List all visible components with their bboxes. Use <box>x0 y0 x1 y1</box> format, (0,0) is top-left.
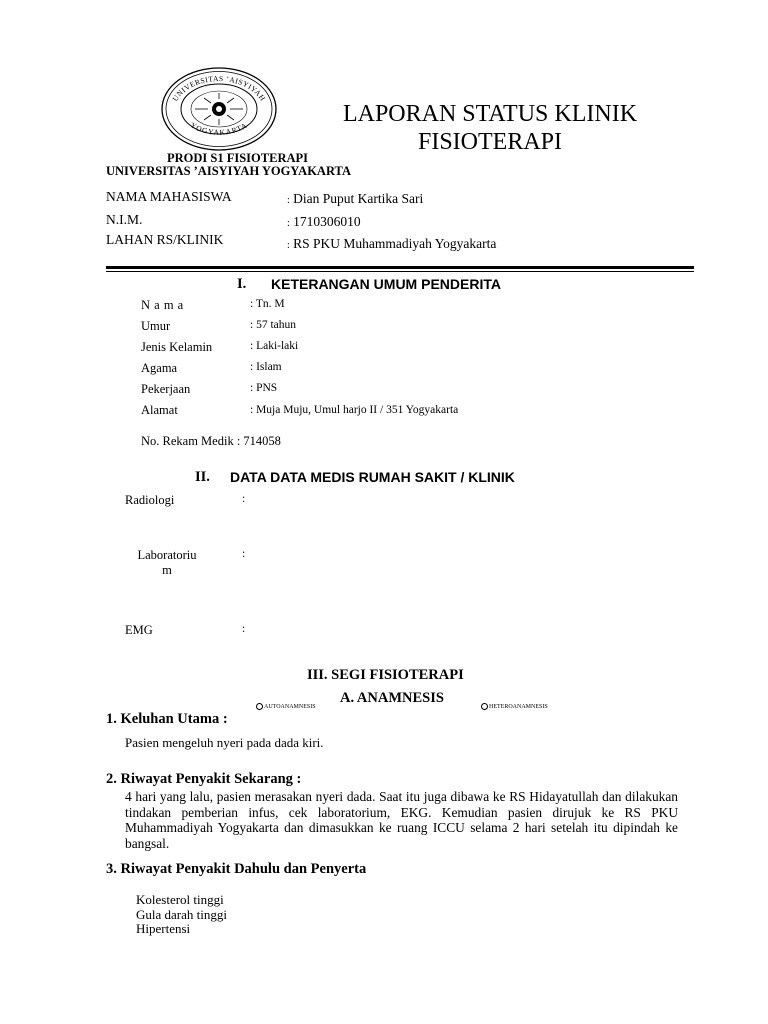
laboratorium-label: Laboratoriu m <box>137 548 197 577</box>
university-label: UNIVERSITAS ’AISYIYAH YOGYAKARTA <box>106 164 351 178</box>
patient-job-value: : PNS <box>250 382 278 394</box>
emg-colon: : <box>242 623 246 635</box>
section3-title: III. SEGI FISIOTERAPI <box>307 667 464 683</box>
student-nim-value: : 1710306010 <box>287 214 361 229</box>
patient-religion-value: : Islam <box>250 361 282 373</box>
seal-text-bottom: YOGYAKARTA <box>188 120 250 137</box>
heteroanamnesis-option[interactable]: HETEROANAMNESIS <box>481 703 548 710</box>
patient-address-value: : Muja Muju, Umul harjo II / 351 Yogyakarta <box>250 404 459 416</box>
header-divider-thin <box>106 271 694 272</box>
university-seal-icon <box>160 66 278 152</box>
section2-number: II. <box>195 469 210 485</box>
title-line-2: FISIOTERAPI <box>417 129 562 155</box>
patient-religion-label: Agama <box>141 361 178 375</box>
header-divider-thick <box>106 266 694 269</box>
student-nim-label: N.I.M. <box>106 212 143 227</box>
prodi-label: PRODI S1 FISIOTERAPI <box>167 151 308 165</box>
riwayat-dahulu-title: 3. Riwayat Penyakit Dahulu dan Penyerta <box>106 861 367 877</box>
seal-text-top: UNIVERSITAS ’AISYIYAH <box>170 73 268 103</box>
keluhan-utama-title: 1. Keluhan Utama : <box>106 711 228 727</box>
patient-address-label: Alamat <box>141 403 178 417</box>
radiologi-colon: : <box>242 493 246 505</box>
riwayat-sekarang-text: 4 hari yang lalu, pasien merasakan nyeri dada. Saat itu juga dibawa ke RS Hidayatullah dan dilakukan tindakan pemberian infus, cek laboratorium, EKG. Kemudian pasien dirujuk ke RS PKU Muhammadiyah Yogyakarta dan dimasukkan ke ruang ICCU selama 2 hari setelah itu dipindah ke bangsal. <box>125 789 678 851</box>
keluhan-utama-text: Pasien mengeluh nyeri pada dada kiri. <box>125 735 324 750</box>
emg-label: EMG <box>125 623 153 637</box>
list-item: Kolesterol tinggi <box>136 892 224 907</box>
patient-gender-value: : Laki-laki <box>250 340 299 352</box>
radiologi-label: Radiologi <box>125 493 175 507</box>
heteroanamnesis-radio-icon[interactable] <box>481 703 488 710</box>
patient-gender-label: Jenis Kelamin <box>141 340 213 354</box>
student-lahan-value: : RS PKU Muhammadiyah Yogyakarta <box>287 236 497 251</box>
riwayat-sekarang-title: 2. Riwayat Penyakit Sekarang : <box>106 771 302 787</box>
student-name-label: NAMA MAHASISWA <box>106 189 232 204</box>
patient-name-value: : Tn. M <box>250 298 285 310</box>
riwayat-dahulu-list <box>136 893 227 937</box>
patient-job-label: Pekerjaan <box>141 382 191 396</box>
laboratorium-colon: : <box>242 548 246 560</box>
medical-record-number: No. Rekam Medik : 714058 <box>141 434 281 448</box>
anamnesis-title: A. ANAMNESIS <box>340 690 444 706</box>
student-lahan-label: LAHAN RS/KLINIK <box>106 232 224 247</box>
section1-number: I. <box>237 276 247 292</box>
section1-title: KETERANGAN UMUM PENDERITA <box>271 276 501 292</box>
patient-name-label: N a m a <box>141 298 184 312</box>
student-name-value: : Dian Puput Kartika Sari <box>287 191 424 206</box>
list-item: Hipertensi <box>136 921 191 936</box>
title-line-1: LAPORAN STATUS KLINIK <box>342 101 638 127</box>
report-title <box>300 100 680 156</box>
patient-age-label: Umur <box>141 319 171 333</box>
patient-age-value: : 57 tahun <box>250 319 296 331</box>
autoanamnesis-radio-icon[interactable] <box>256 703 263 710</box>
list-item: Gula darah tinggi <box>136 906 227 922</box>
autoanamnesis-option[interactable]: AUTOANAMNESIS <box>256 703 316 710</box>
section2-title: DATA DATA MEDIS RUMAH SAKIT / KLINIK <box>230 469 515 485</box>
